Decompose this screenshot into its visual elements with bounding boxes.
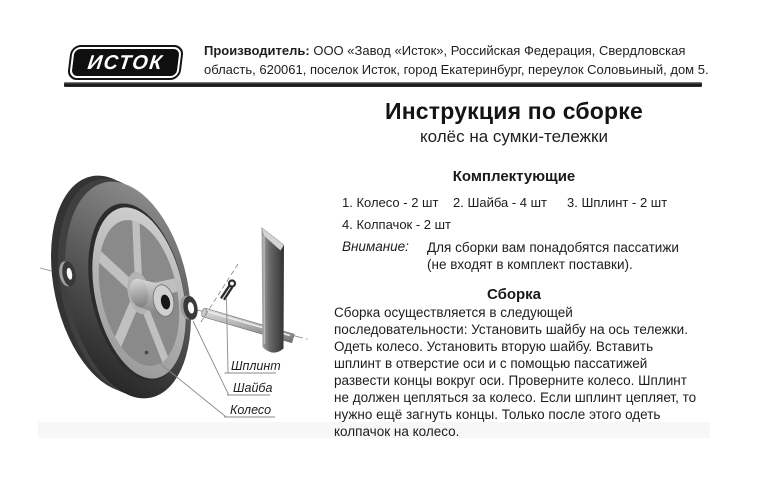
assembly-diagram xyxy=(25,135,325,445)
component-item-wheel: 1. Колесо - 2 шт xyxy=(342,195,439,210)
manufacturer-text: ООО «Завод «Исток», Российская Федерация, Свердловская область, 620061, поселок Исток, город Екатеринбург, переулок Соловьиный, дом 5. xyxy=(204,43,709,77)
component-item-washer: 2. Шайба - 4 шт xyxy=(453,195,548,210)
attention-label: Внимание: xyxy=(342,239,409,254)
istok-logo xyxy=(67,45,184,80)
frame-tube xyxy=(262,228,285,353)
istok-logo-plate xyxy=(71,49,179,76)
components-heading: Комплектующие xyxy=(452,168,576,185)
cotter-pin xyxy=(222,281,236,300)
assembly-text: Сборка осуществляется в следующей последовательности: Установить шайбу на ось тележки. Одеть колесо. Установить вторую шайбу. Вставить шплинт в отверстие оси и с помощью пассатижей развести концы вокруг оси. Проверните колесо. Шплинт не должен цепляться за колесо. Если шплинт цепляет, то нужно ещё загнуть концы. Только после этого одеть колпачок на колесо. xyxy=(334,305,697,439)
attention-text: Для сборки вам понадобятся пассатижи (не входят в комплект поставки). xyxy=(427,240,679,272)
manufacturer-label: Производитель: xyxy=(204,43,310,58)
label-wheel: Колесо xyxy=(230,403,272,417)
wheel-callout-dot xyxy=(145,351,149,355)
istok-logo-text: ИСТОК xyxy=(86,51,165,74)
header-divider xyxy=(64,82,702,87)
wheel-illustration xyxy=(32,164,209,410)
component-item-pin: 3. Шплинт - 2 шт xyxy=(567,195,668,210)
page-subtitle: колёс на сумки-тележки xyxy=(420,127,608,146)
label-washer: Шайба xyxy=(233,381,273,395)
assembly-heading: Сборка xyxy=(486,286,542,303)
manufacturer-info xyxy=(204,42,722,79)
component-item-cap: 4. Колпачок - 2 шт xyxy=(342,217,452,232)
page-title: Инструкция по сборке xyxy=(384,98,644,124)
label-cotter-pin: Шплинт xyxy=(231,359,281,373)
